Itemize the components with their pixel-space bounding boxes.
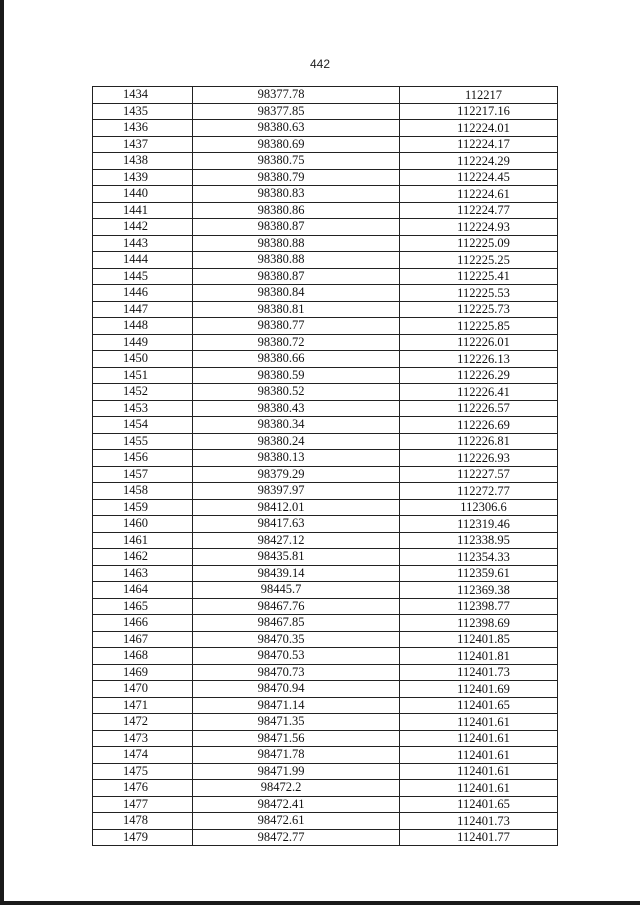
x-value-cell: 98380.77 [193, 318, 400, 335]
x-value-cell: 98380.72 [193, 334, 400, 351]
x-value-cell: 98380.88 [193, 235, 400, 252]
y-value-cell: 112217 [400, 87, 558, 104]
point-number-cell: 1456 [93, 450, 193, 467]
x-value-cell: 98380.43 [193, 400, 400, 417]
table-row [93, 219, 558, 236]
point-number-cell: 1474 [93, 747, 193, 764]
table-row [93, 780, 558, 797]
table-row [93, 367, 558, 384]
point-number-cell: 1442 [93, 219, 193, 236]
table-body [93, 87, 558, 846]
y-value-cell: 112226.41 [400, 384, 558, 401]
x-value-cell: 98380.87 [193, 268, 400, 285]
table-row [93, 763, 558, 780]
x-value-cell: 98471.14 [193, 697, 400, 714]
y-value-cell: 112227.57 [400, 466, 558, 483]
table-row [93, 499, 558, 516]
table-row [93, 136, 558, 153]
point-number-cell: 1446 [93, 285, 193, 302]
y-value-cell: 112369.38 [400, 582, 558, 599]
point-number-cell: 1467 [93, 631, 193, 648]
point-number-cell: 1462 [93, 549, 193, 566]
table-row [93, 417, 558, 434]
point-number-cell: 1438 [93, 153, 193, 170]
table-row [93, 648, 558, 665]
x-value-cell: 98380.81 [193, 301, 400, 318]
y-value-cell: 112225.41 [400, 268, 558, 285]
y-value-cell: 112226.29 [400, 367, 558, 384]
x-value-cell: 98471.35 [193, 714, 400, 731]
x-value-cell: 98472.77 [193, 829, 400, 846]
x-value-cell: 98380.34 [193, 417, 400, 434]
table-row [93, 664, 558, 681]
table-row [93, 615, 558, 632]
table-row [93, 433, 558, 450]
x-value-cell: 98380.88 [193, 252, 400, 269]
y-value-cell: 112225.85 [400, 318, 558, 335]
table-row [93, 730, 558, 747]
table-row [93, 598, 558, 615]
point-number-cell: 1465 [93, 598, 193, 615]
point-number-cell: 1479 [93, 829, 193, 846]
y-value-cell: 112226.01 [400, 334, 558, 351]
x-value-cell: 98380.69 [193, 136, 400, 153]
y-value-cell: 112354.33 [400, 549, 558, 566]
y-value-cell: 112401.65 [400, 796, 558, 813]
x-value-cell: 98380.75 [193, 153, 400, 170]
point-number-cell: 1469 [93, 664, 193, 681]
y-value-cell: 112224.01 [400, 120, 558, 137]
point-number-cell: 1457 [93, 466, 193, 483]
point-number-cell: 1472 [93, 714, 193, 731]
point-number-cell: 1455 [93, 433, 193, 450]
y-value-cell: 112224.29 [400, 153, 558, 170]
point-number-cell: 1470 [93, 681, 193, 698]
y-value-cell: 112401.61 [400, 747, 558, 764]
table-row [93, 301, 558, 318]
table-row [93, 285, 558, 302]
y-value-cell: 112401.69 [400, 681, 558, 698]
table-row [93, 747, 558, 764]
point-number-cell: 1443 [93, 235, 193, 252]
y-value-cell: 112272.77 [400, 483, 558, 500]
table-row [93, 681, 558, 698]
point-number-cell: 1435 [93, 103, 193, 120]
x-value-cell: 98470.73 [193, 664, 400, 681]
x-value-cell: 98472.61 [193, 813, 400, 830]
x-value-cell: 98472.2 [193, 780, 400, 797]
x-value-cell: 98377.85 [193, 103, 400, 120]
point-number-cell: 1475 [93, 763, 193, 780]
x-value-cell: 98412.01 [193, 499, 400, 516]
page-number: 442 [309, 57, 331, 71]
point-number-cell: 1464 [93, 582, 193, 599]
point-number-cell: 1454 [93, 417, 193, 434]
table-row [93, 384, 558, 401]
point-number-cell: 1440 [93, 186, 193, 203]
y-value-cell: 112401.77 [400, 829, 558, 846]
y-value-cell: 112306.6 [400, 499, 558, 516]
table-row [93, 103, 558, 120]
point-number-cell: 1453 [93, 400, 193, 417]
y-value-cell: 112225.53 [400, 285, 558, 302]
point-number-cell: 1473 [93, 730, 193, 747]
scan-edge-bottom [0, 901, 640, 905]
table-row [93, 813, 558, 830]
point-number-cell: 1451 [93, 367, 193, 384]
table-row [93, 87, 558, 104]
x-value-cell: 98427.12 [193, 532, 400, 549]
point-number-cell: 1459 [93, 499, 193, 516]
x-value-cell: 98417.63 [193, 516, 400, 533]
x-value-cell: 98467.76 [193, 598, 400, 615]
point-number-cell: 1478 [93, 813, 193, 830]
x-value-cell: 98379.29 [193, 466, 400, 483]
y-value-cell: 112401.65 [400, 697, 558, 714]
y-value-cell: 112401.61 [400, 763, 558, 780]
x-value-cell: 98377.78 [193, 87, 400, 104]
y-value-cell: 112401.85 [400, 631, 558, 648]
x-value-cell: 98380.79 [193, 169, 400, 186]
x-value-cell: 98380.52 [193, 384, 400, 401]
table-row [93, 466, 558, 483]
y-value-cell: 112226.13 [400, 351, 558, 368]
y-value-cell: 112226.57 [400, 400, 558, 417]
x-value-cell: 98471.78 [193, 747, 400, 764]
y-value-cell: 112225.73 [400, 301, 558, 318]
scan-edge-left [0, 0, 4, 905]
point-number-cell: 1439 [93, 169, 193, 186]
table-row [93, 450, 558, 467]
point-number-cell: 1450 [93, 351, 193, 368]
y-value-cell: 112224.17 [400, 136, 558, 153]
x-value-cell: 98380.87 [193, 219, 400, 236]
table-row [93, 268, 558, 285]
table-row [93, 202, 558, 219]
table-row [93, 153, 558, 170]
x-value-cell: 98470.94 [193, 681, 400, 698]
table-row [93, 516, 558, 533]
point-number-cell: 1444 [93, 252, 193, 269]
point-number-cell: 1452 [93, 384, 193, 401]
table-row [93, 483, 558, 500]
x-value-cell: 98471.99 [193, 763, 400, 780]
table-row [93, 318, 558, 335]
point-number-cell: 1436 [93, 120, 193, 137]
y-value-cell: 112338.95 [400, 532, 558, 549]
point-number-cell: 1461 [93, 532, 193, 549]
x-value-cell: 98380.24 [193, 433, 400, 450]
table-row [93, 186, 558, 203]
y-value-cell: 112225.09 [400, 235, 558, 252]
x-value-cell: 98439.14 [193, 565, 400, 582]
y-value-cell: 112224.45 [400, 169, 558, 186]
y-value-cell: 112401.61 [400, 780, 558, 797]
x-value-cell: 98467.85 [193, 615, 400, 632]
table-row [93, 697, 558, 714]
coordinate-table-container [92, 86, 557, 846]
y-value-cell: 112225.25 [400, 252, 558, 269]
table-row [93, 120, 558, 137]
table-row [93, 631, 558, 648]
point-number-cell: 1449 [93, 334, 193, 351]
y-value-cell: 112226.93 [400, 450, 558, 467]
table-row [93, 252, 558, 269]
x-value-cell: 98380.86 [193, 202, 400, 219]
table-row [93, 351, 558, 368]
y-value-cell: 112401.61 [400, 730, 558, 747]
x-value-cell: 98380.13 [193, 450, 400, 467]
y-value-cell: 112226.69 [400, 417, 558, 434]
y-value-cell: 112401.81 [400, 648, 558, 665]
x-value-cell: 98472.41 [193, 796, 400, 813]
point-number-cell: 1477 [93, 796, 193, 813]
x-value-cell: 98471.56 [193, 730, 400, 747]
point-number-cell: 1468 [93, 648, 193, 665]
y-value-cell: 112224.93 [400, 219, 558, 236]
y-value-cell: 112224.77 [400, 202, 558, 219]
y-value-cell: 112401.73 [400, 813, 558, 830]
point-number-cell: 1434 [93, 87, 193, 104]
table-row [93, 829, 558, 846]
coordinate-table [92, 86, 558, 846]
table-row [93, 169, 558, 186]
point-number-cell: 1471 [93, 697, 193, 714]
x-value-cell: 98397.97 [193, 483, 400, 500]
x-value-cell: 98445.7 [193, 582, 400, 599]
table-row [93, 532, 558, 549]
table-row [93, 714, 558, 731]
y-value-cell: 112359.61 [400, 565, 558, 582]
point-number-cell: 1437 [93, 136, 193, 153]
x-value-cell: 98380.63 [193, 120, 400, 137]
point-number-cell: 1466 [93, 615, 193, 632]
table-row [93, 235, 558, 252]
table-row [93, 334, 558, 351]
point-number-cell: 1445 [93, 268, 193, 285]
x-value-cell: 98380.59 [193, 367, 400, 384]
point-number-cell: 1460 [93, 516, 193, 533]
y-value-cell: 112226.81 [400, 433, 558, 450]
x-value-cell: 98380.84 [193, 285, 400, 302]
point-number-cell: 1476 [93, 780, 193, 797]
point-number-cell: 1458 [93, 483, 193, 500]
point-number-cell: 1441 [93, 202, 193, 219]
x-value-cell: 98470.35 [193, 631, 400, 648]
y-value-cell: 112401.61 [400, 714, 558, 731]
table-row [93, 582, 558, 599]
table-row [93, 549, 558, 566]
table-row [93, 565, 558, 582]
x-value-cell: 98380.66 [193, 351, 400, 368]
point-number-cell: 1463 [93, 565, 193, 582]
y-value-cell: 112398.77 [400, 598, 558, 615]
y-value-cell: 112398.69 [400, 615, 558, 632]
y-value-cell: 112401.73 [400, 664, 558, 681]
point-number-cell: 1448 [93, 318, 193, 335]
y-value-cell: 112319.46 [400, 516, 558, 533]
table-row [93, 796, 558, 813]
x-value-cell: 98470.53 [193, 648, 400, 665]
table-row [93, 400, 558, 417]
y-value-cell: 112224.61 [400, 186, 558, 203]
y-value-cell: 112217.16 [400, 103, 558, 120]
point-number-cell: 1447 [93, 301, 193, 318]
x-value-cell: 98435.81 [193, 549, 400, 566]
x-value-cell: 98380.83 [193, 186, 400, 203]
